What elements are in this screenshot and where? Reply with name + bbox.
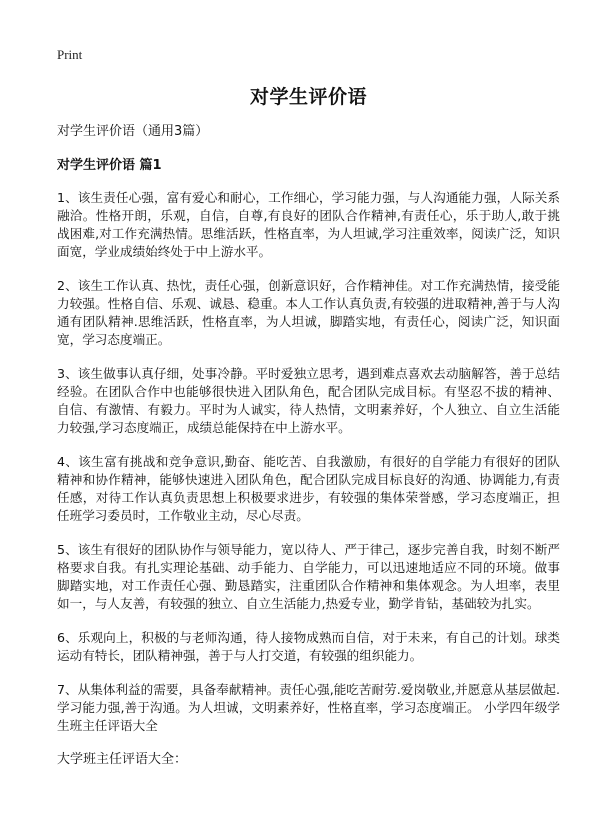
- paragraph-2: 2、该生工作认真、热忱，责任心强，创新意识好，合作精神佳。对工作充满热情，接受能力较强。性格自信、乐观、诚恳、稳重。本人工作认真负责,有较强的进取精神,善于与人沟通有团队精神.思维活跃，性格直率，为人坦诚，脚踏实地，有责任心，阅读广泛，知识面宽，学习态度端正。: [57, 278, 560, 347]
- document-subtitle: 对学生评价语（通用3篇）: [57, 124, 209, 139]
- paragraph-4: 4、该生富有挑战和竞争意识,勤奋、能吃苦、自我激励，有很好的自学能力有很好的团队精神和协作精神，能够快速进入团队角色，配合团队完成目标良好的沟通、协调能力,有责任感，对待工作认真负责思想上积极要求进步，有较强的集体荣誉感，学习态度端正，担任班学习委员时，工作敬业主动，尽心尽责。: [57, 454, 560, 523]
- print-link[interactable]: Print: [57, 47, 83, 62]
- paragraph-6: 6、乐观向上，积极的与老师沟通，待人接物成熟而自信，对于未来，有自己的计划。球类运动有特长，团队精神强，善于与人打交道，有较强的组织能力。: [57, 630, 560, 663]
- paragraph-7: 7、从集体利益的需要，具备奉献精神。责任心强,能吃苦耐劳.爱岗敬业,并愿意从基层做起.学习能力强,善于沟通。为人坦诚，文明素养好，性格直率，学习态度端正。 小学四年级学生班主任评语大全: [57, 682, 560, 733]
- paragraph-3: 3、该生做事认真仔细，处事冷静。平时爱独立思考，遇到难点喜欢去动脑解答，善于总结经验。在团队合作中也能够很快进入团队角色，配合团队完成目标。有坚忍不拔的精神、自信、有激情、有毅力。平时为人诚实，待人热情，文明素养好，个人独立、自立生活能力较强,学习态度端正，成绩总能保持在中上游水平。: [57, 366, 560, 435]
- paragraph-5: 5、该生有很好的团队协作与领导能力，宽以待人、严于律己，逐步完善自我，时刻不断严格要求自我。有扎实理论基础、动手能力、自学能力，可以迅速地适应不同的环境。做事脚踏实地，对工作责任心强、勤恳踏实，注重团队合作精神和集体观念。为人坦率，表里如一，与人友善，有较强的独立、自立生活能力,热爱专业，勤学肯钻，基础较为扎实。: [57, 542, 560, 611]
- footer-text: 大学班主任评语大全：: [57, 752, 188, 767]
- paragraph-1: 1、该生责任心强，富有爱心和耐心，工作细心，学习能力强，与人沟通能力强，人际关系融洽。性格开朗，乐观，自信，自尊,有良好的团队合作精神,有责任心，乐于助人,敢于挑战困难,对工作充满热情。思维活跃，性格直率，为人坦诚,学习注重效率，阅读广泛，知识面宽，学业成绩始终处于中上游水平。: [57, 190, 560, 259]
- section-heading: 对学生评价语 篇1: [57, 158, 162, 173]
- document-title: 对学生评价语: [249, 86, 367, 108]
